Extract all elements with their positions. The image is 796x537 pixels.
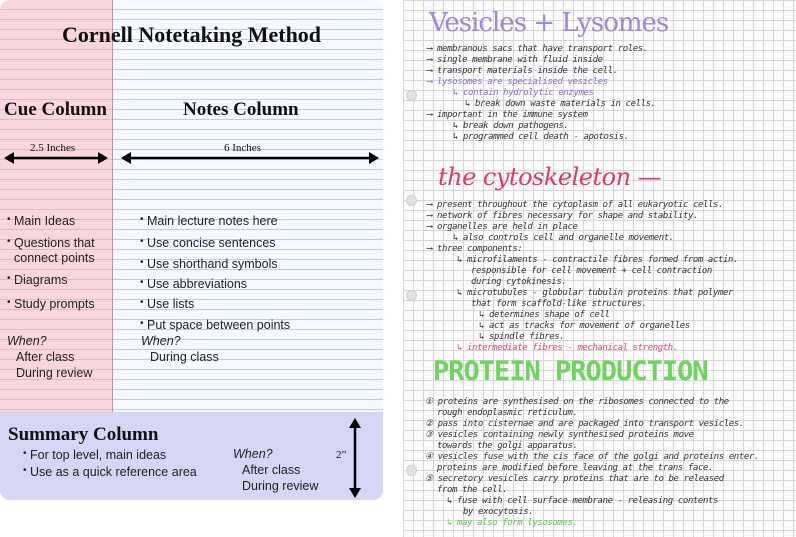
punch-hole [406, 90, 417, 101]
cue-item: • Diagrams [14, 273, 68, 288]
cue-item-continued: connect points [14, 251, 95, 265]
note-line: ① proteins are synthesised on the ribosomes connected to the [425, 397, 729, 407]
note-line: ↳ break down pathogens. [453, 121, 569, 131]
summary-item: • Use as a quick reference area [30, 465, 197, 480]
cue-item: • Questions that [14, 236, 95, 251]
cue-item: • Study prompts [14, 297, 95, 312]
note-line: ↳ programmed cell death - apotosis. [453, 132, 629, 142]
note-line: ⟶ three components: [427, 244, 523, 254]
cue-item: • Main Ideas [14, 214, 75, 229]
cytoskeleton-heading: the cytoskeleton — [438, 163, 662, 191]
summary-heading: Summary Column [8, 424, 159, 445]
handwritten-notes-page [403, 0, 796, 537]
note-line: ⟶ membranous sacs that have transport roles. [427, 44, 648, 54]
note-line: ② pass into cisternae and are packaged into transport vesicles. [425, 419, 744, 429]
note-line: ⟶ network of fibres necessary for shape and stability. [427, 211, 698, 221]
cue-when-label: When? [7, 334, 47, 348]
note-line: from the cell. [437, 485, 508, 495]
note-line: ↳ fuse with cell surface membrane - releasing contents [447, 496, 718, 506]
notes-item: • Main lecture notes here [147, 214, 278, 229]
cue-when-item: During review [16, 366, 93, 380]
note-line: ↳ spindle fibres. [479, 332, 565, 342]
note-line: ↳ may also form lysosomes. [447, 518, 578, 528]
cue-when-item: After class [16, 350, 75, 364]
summary-height-arrow [347, 418, 363, 498]
notes-item: • Use shorthand symbols [147, 257, 278, 272]
note-line: ↳ contain hydrolytic enzymes [453, 88, 594, 98]
note-line: by exocytosis. [463, 507, 534, 517]
notes-when-item: During class [150, 350, 219, 364]
note-line: ⟶ present throughout the cytoplasm of all eukaryotic cells. [427, 200, 724, 210]
note-line: ↳ act as tracks for movement of organelles [479, 321, 690, 331]
summary-height-label: 2” [336, 449, 347, 461]
summary-item: • For top level, main ideas [30, 448, 166, 463]
notes-item: • Use lists [147, 297, 194, 312]
summary-when-item: During review [242, 479, 319, 493]
note-line: that form scaffold-like structures. [471, 299, 647, 309]
note-line: ④ vesicles fuse with the cis face of the golgi and proteins enter. [425, 452, 759, 462]
note-line: ⟶ lysosomes are specialised vesicles [427, 77, 608, 87]
note-line: ⟶ important in the immune system [427, 110, 588, 120]
notes-item: • Use abbreviations [147, 277, 247, 292]
note-line: ↳ microfilaments - contractile fibres formed from actin. [457, 255, 739, 265]
cue-width-label: 2.5 Inches [30, 142, 76, 154]
cue-column-heading: Cue Column [4, 99, 107, 120]
cornell-template [0, 0, 383, 500]
note-line: rough endoplasmic reticulum. [437, 408, 578, 418]
note-line: ↳ microtubules - globular tubulin proteins that polymer [457, 288, 734, 298]
vesicles-heading: Vesicles + Lysomes [429, 8, 669, 38]
notes-when-label: When? [141, 334, 181, 348]
punch-hole [406, 290, 417, 301]
note-line: ↳ determines shape of cell [479, 310, 610, 320]
note-line: ⑤ secretory vesicles carry proteins that are to be released [425, 474, 724, 484]
note-line: responsible for cell movement + cell contraction [471, 266, 712, 276]
cue-width-arrow [4, 150, 108, 166]
notes-item: • Use concise sentences [147, 236, 276, 251]
protein-heading: PROTEIN PRODUCTION [433, 356, 708, 387]
note-line: ↳ intermediate fibres - mechanical strength. [457, 343, 678, 353]
note-line: ⟶ organelles are held in place [427, 222, 578, 232]
page-title: Cornell Notetaking Method [61, 22, 322, 47]
note-line: ↳ break down waste materials in cells. [465, 99, 656, 109]
punch-hole [406, 195, 417, 206]
note-line: ③ vesicles containing newly synthesised proteins move [425, 430, 694, 440]
notes-item: • Put space between points [147, 318, 290, 333]
note-line: proteins are modified before leaving at the trans face. [437, 463, 714, 473]
notes-width-arrow [121, 150, 379, 166]
margin-line [112, 0, 113, 412]
note-line: ↳ also controls cell and organelle movement. [453, 233, 674, 243]
note-line: ⟶ transport materials inside the cell. [427, 66, 618, 76]
summary-when-label: When? [233, 447, 273, 461]
punch-hole [406, 465, 417, 476]
summary-when-item: After class [242, 463, 301, 477]
note-line: during cytokinesis. [471, 277, 567, 287]
notes-width-label: 6 Inches [224, 142, 261, 154]
note-line: ⟶ single membrane with fluid inside [427, 55, 603, 65]
notes-column-heading: Notes Column [183, 99, 299, 120]
note-line: towards the golgi apparatus. [437, 441, 578, 451]
